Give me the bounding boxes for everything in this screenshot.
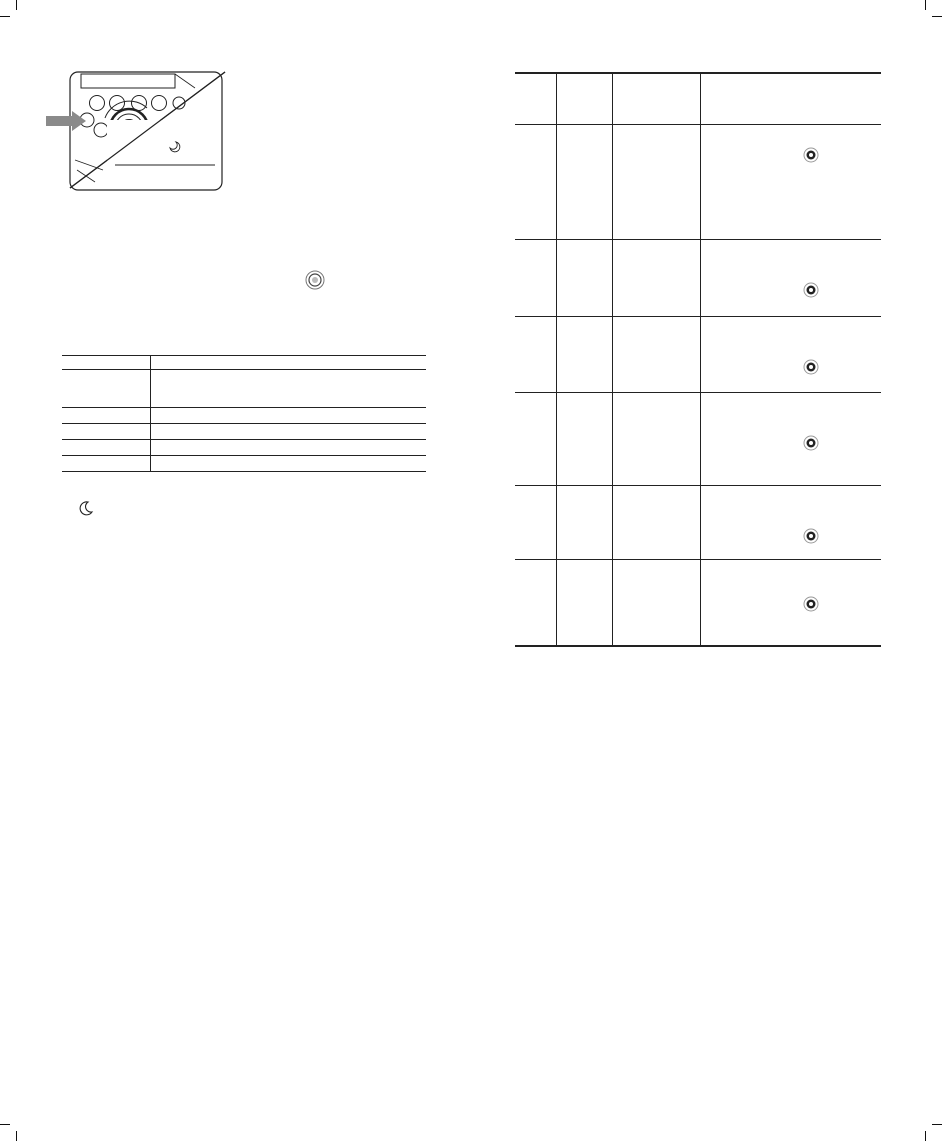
- row-divider: [515, 316, 881, 317]
- table-cell: [62, 356, 151, 370]
- table-cell: [151, 370, 427, 408]
- dial-icon: [803, 435, 819, 451]
- table-cell: [151, 424, 427, 440]
- table-row: [62, 440, 426, 456]
- crop-mark-top-right-v: [925, 0, 926, 10]
- crop-mark-top-right-h: [932, 16, 942, 17]
- table-cell: [151, 440, 427, 456]
- row-divider: [515, 559, 881, 560]
- table-cell: [151, 356, 427, 370]
- crop-mark-top-left-h: [0, 16, 10, 17]
- header-divider: [515, 124, 881, 125]
- table-cell: [62, 456, 151, 472]
- crop-mark-bottom-right-v: [925, 1131, 926, 1141]
- settings-table: [62, 355, 426, 472]
- dial-icon: [803, 528, 819, 544]
- table-cell: [62, 424, 151, 440]
- table-cell: [151, 408, 427, 424]
- menu-table: [515, 72, 881, 647]
- crop-mark-bottom-left-h: [0, 1124, 10, 1125]
- table-cell: [62, 408, 151, 424]
- dial-icon: [803, 596, 819, 612]
- table-row: [62, 370, 426, 408]
- table-cell: [62, 440, 151, 456]
- crop-mark-bottom-left-v: [16, 1131, 17, 1141]
- arrow-icon: [46, 111, 88, 131]
- crop-mark-top-left-v: [16, 0, 17, 10]
- table-cell: [62, 370, 151, 408]
- table-row: [62, 408, 426, 424]
- row-divider: [515, 485, 881, 486]
- moon-icon: [78, 500, 94, 516]
- table-row: [62, 424, 426, 440]
- dial-icon: [803, 359, 819, 375]
- table-cell: [151, 456, 427, 472]
- dial-icon: [803, 282, 819, 298]
- dial-icon: [305, 270, 325, 290]
- table-row: [62, 456, 426, 472]
- table-row: [62, 356, 426, 370]
- camera-illustration: [55, 70, 227, 192]
- crop-mark-bottom-right-h: [932, 1124, 942, 1125]
- row-divider: [515, 392, 881, 393]
- dial-icon: [803, 147, 819, 163]
- row-divider: [515, 239, 881, 240]
